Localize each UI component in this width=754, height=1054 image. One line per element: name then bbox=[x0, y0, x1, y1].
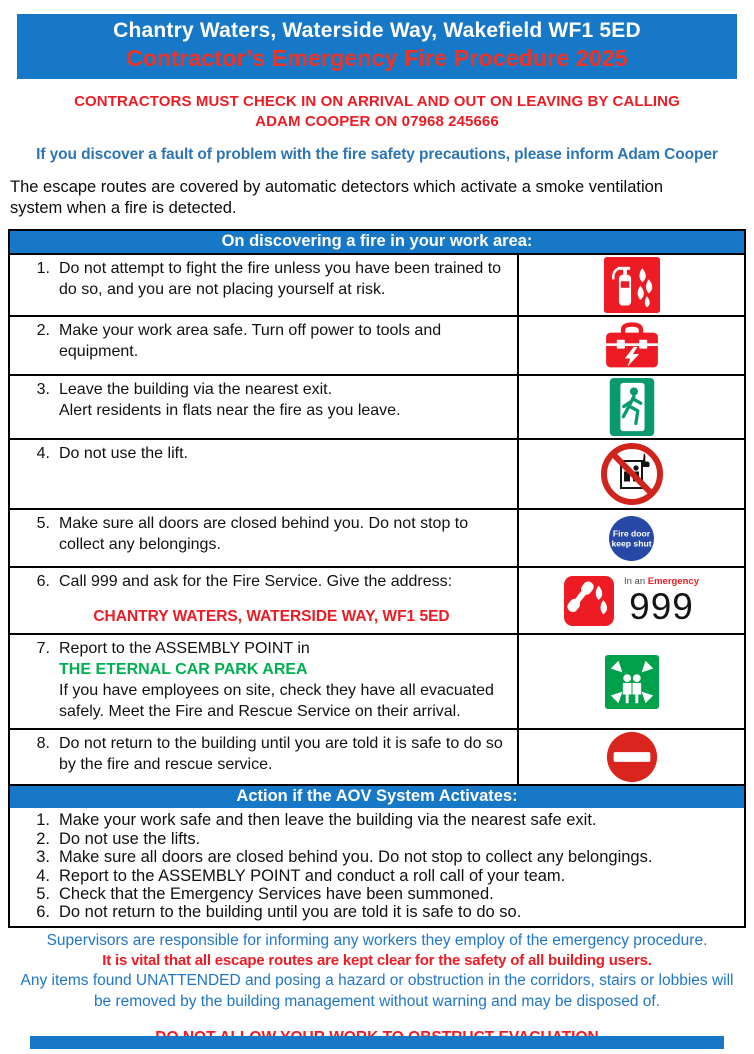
aov-item-3 bbox=[24, 848, 736, 866]
row-text: Do not return to the building until you are told it is safe to do so by the fire and rescue service. bbox=[59, 735, 503, 774]
procedure-table bbox=[8, 229, 746, 927]
row-text: Make your work area safe. Turn off power to tools and equipment. bbox=[59, 322, 442, 361]
row-text-rest: If you have employees on site, check they have all evacuated safely. Meet the Fire and Rescue Service on their arrival. bbox=[59, 681, 494, 720]
fire-door-keep-shut-icon bbox=[608, 515, 655, 562]
procedure-row-2 bbox=[10, 315, 744, 374]
no-entry-icon bbox=[605, 730, 659, 784]
aov-item-2 bbox=[24, 830, 736, 848]
check-in-notice bbox=[0, 92, 754, 133]
row-number: 4. bbox=[36, 445, 50, 463]
row-number: 3. bbox=[36, 381, 50, 399]
procedure-row-4 bbox=[10, 438, 744, 508]
aov-item-4 bbox=[24, 867, 736, 885]
fire-door-text-line2: keep shut bbox=[611, 538, 652, 549]
in-an-label: In an bbox=[623, 575, 646, 587]
procedure-row-3 bbox=[10, 374, 744, 438]
aov-item-6 bbox=[24, 903, 736, 921]
aov-item-1 bbox=[24, 811, 736, 829]
procedure-row-7 bbox=[10, 633, 744, 728]
aov-item-text: Do not return to the building until you are told it is safe to do so. bbox=[59, 903, 522, 922]
aov-item-number: 1. bbox=[36, 811, 50, 830]
aov-item-number: 6. bbox=[36, 903, 50, 922]
emergency-999-icon bbox=[624, 577, 699, 626]
aov-item-text: Check that the Emergency Services have been summoned. bbox=[59, 884, 494, 903]
fire-phone-icon bbox=[564, 576, 614, 626]
check-in-notice-line2: ADAM COOPER ON 07968 245666 bbox=[255, 113, 499, 131]
row-text: Make sure all doors are closed behind you. Do not stop to collect any belongings. bbox=[59, 515, 469, 554]
row-number: 1. bbox=[36, 260, 50, 278]
row-number: 7. bbox=[36, 640, 50, 658]
row-text: Call 999 and ask for the Fire Service. Give the address: bbox=[59, 573, 453, 591]
site-address-title: Chantry Waters, Waterside Way, Wakefield WF1 5ED bbox=[113, 19, 641, 42]
procedure-row-6 bbox=[10, 566, 744, 633]
unattended-items-note: Any items found UNATTENDED and posing a hazard or obstruction in the corridors, stairs or lobbies will be removed by the building management without warning and may be disposed of. bbox=[20, 971, 734, 1010]
aov-item-text: Report to the ASSEMBLY POINT and conduct a roll call of your team. bbox=[59, 866, 566, 885]
row-number: 2. bbox=[36, 322, 50, 340]
row-number: 6. bbox=[36, 573, 50, 591]
procedure-row-8 bbox=[10, 728, 744, 784]
aov-item-text: Do not use the lifts. bbox=[59, 829, 201, 848]
supervisors-note: Supervisors are responsible for informing any workers they employ of the emergency procedure. bbox=[46, 931, 708, 949]
assembly-location-highlight: THE ETERNAL CAR PARK AREA bbox=[59, 661, 308, 679]
document-banner bbox=[17, 14, 737, 79]
footer-bar bbox=[30, 1036, 724, 1049]
row-number: 8. bbox=[36, 735, 50, 753]
row-text-line1: Leave the building via the nearest exit. bbox=[59, 381, 333, 399]
no-lift-icon bbox=[600, 442, 664, 506]
escape-routes-warning: It is vital that all escape routes are kept clear for the safety of all building users. bbox=[102, 951, 652, 969]
procedure-row-5 bbox=[10, 508, 744, 566]
intro-paragraph: The escape routes are covered by automatic detectors which activate a smoke ventilation system when a fire is detected. bbox=[10, 177, 664, 217]
row-number: 5. bbox=[36, 515, 50, 533]
fire-door-text-line1: Fire door bbox=[612, 528, 651, 539]
power-toolbox-icon bbox=[603, 321, 661, 371]
fire-address: CHANTRY WATERS, WATERSIDE WAY, WF1 5ED bbox=[93, 608, 450, 626]
emergency-exit-icon bbox=[609, 378, 655, 436]
row-text: Do not attempt to fight the fire unless you have been trained to do so, and you are not placing yourself at risk. bbox=[59, 260, 502, 299]
row-text: Do not use the lift. bbox=[59, 445, 188, 463]
aov-list bbox=[10, 808, 744, 925]
check-in-notice-line1: CONTRACTORS MUST CHECK IN ON ARRIVAL AND OUT ON LEAVING BY CALLING bbox=[74, 93, 680, 110]
aov-item-text: Make your work safe and then leave the building via the nearest safe exit. bbox=[59, 811, 597, 830]
fire-section-header: On discovering a fire in your work area: bbox=[10, 231, 744, 253]
aov-item-5 bbox=[24, 885, 736, 903]
aov-item-number: 3. bbox=[36, 848, 50, 867]
assembly-point-icon bbox=[605, 655, 659, 709]
aov-item-number: 2. bbox=[36, 829, 50, 848]
document-title: Contractor’s Emergency Fire Procedure 2025 bbox=[126, 45, 628, 71]
aov-item-number: 5. bbox=[36, 884, 50, 903]
aov-item-number: 4. bbox=[36, 866, 50, 885]
aov-section-header: Action if the AOV System Activates: bbox=[10, 784, 744, 808]
row-text-line1: Report to the ASSEMBLY POINT in bbox=[59, 640, 310, 658]
999-number: 999 bbox=[629, 586, 694, 628]
fault-report-note: If you discover a fault of problem with the fire safety precautions, please inform Adam Cooper bbox=[36, 145, 718, 163]
fire-extinguisher-icon bbox=[604, 257, 660, 313]
aov-item-text: Make sure all doors are closed behind you. Do not stop to collect any belongings. bbox=[59, 848, 653, 867]
procedure-row-1 bbox=[10, 253, 744, 315]
emergency-label: Emergency bbox=[647, 575, 699, 587]
row-text-line2: Alert residents in flats near the fire as you leave. bbox=[59, 402, 401, 420]
